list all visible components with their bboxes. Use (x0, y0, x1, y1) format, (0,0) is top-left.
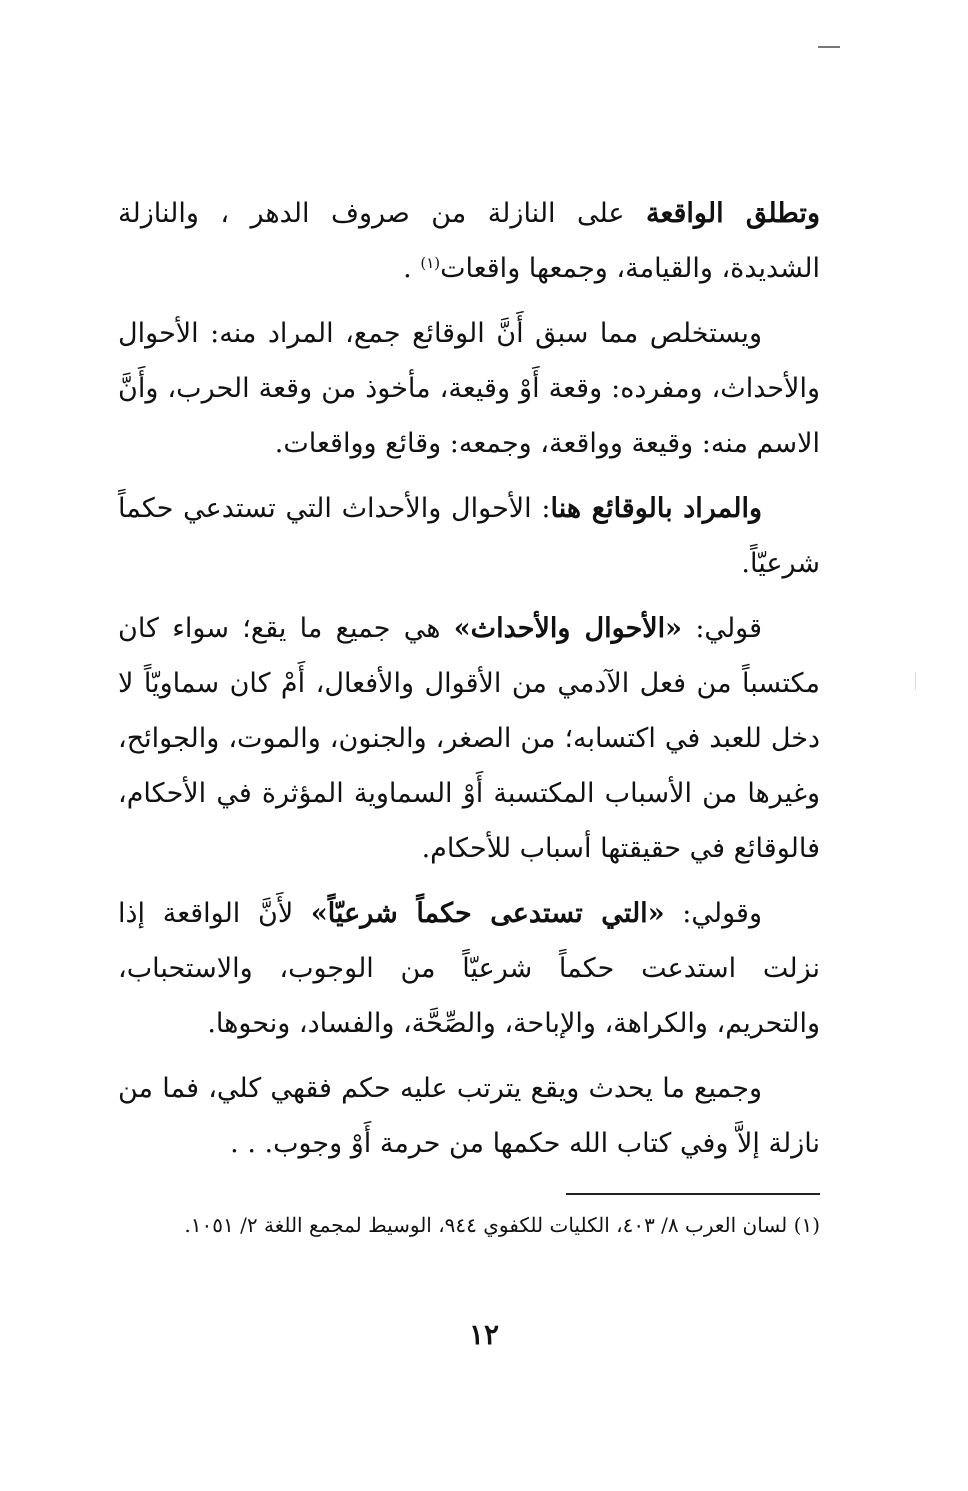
footnote: (١) لسان العرب ٨/ ٤٠٣، الكليات للكفوي ٩٤٤، الوسيط لمجمع اللغة ٢/ ١٠٥١. (184, 1213, 820, 1237)
bold-lead: وتطلق الواقعة (645, 198, 820, 229)
margin-mark (915, 672, 916, 690)
page-body (118, 186, 820, 1181)
footnote-ref[interactable]: (١) (420, 254, 441, 272)
paragraph-text: هي جميع ما يقع؛ سواء كان مكتسباً من فعل الآدمي من الأقوال والأفعال، أَمْ كان سماويّاً لا دخل للعبد في اكتسابه؛ من الصغر، والجنون، والموت، والجوائح، وغيرها من الأسباب المكتسبة أَوْ السماوية المؤثرة في الأحكام، فالوقائع في حقيقتها أسباب للأحكام. (118, 613, 820, 864)
paragraph-lead: وقولي: (664, 898, 762, 929)
page-number: ١٢ (468, 1318, 500, 1351)
paragraph-4 (118, 601, 820, 876)
paragraph-6 (118, 1061, 820, 1171)
paragraph-1 (118, 186, 820, 296)
paragraph-text: ويستخلص مما سبق أَنَّ الوقائع جمع، المراد منه: الأحوال والأحداث، ومفرده: وقعة أَوْ وقيعة، مأخوذ من وقعة الحرب، وأَنَّ الاسم منه: وقيعة وواقعة، وجمعه: وقائع وواقعات. (118, 318, 820, 459)
top-corner-mark (818, 46, 840, 48)
paragraph-2 (118, 306, 820, 471)
paragraph-3 (118, 481, 820, 591)
paragraph-text: على النازلة من صروف الدهر ، والنازلة الشديدة، والقيامة، وجمعها واقعات (118, 198, 820, 284)
footnote-separator (566, 1193, 820, 1195)
paragraph-text: : الأحوال والأحداث التي تستدعي حكماً شرعيّاً. (118, 493, 820, 579)
paragraph-lead: قولي: (682, 613, 763, 644)
paragraph-tail: . (403, 253, 421, 284)
bold-quote: «الأحوال والأحداث» (453, 613, 683, 644)
paragraph-text: لأَنَّ الواقعة إذا نزلت استدعت حكماً شرعيّاً من الوجوب، والاستحباب، والتحريم، والكراهة، والإباحة، والصِّحَّة، والفساد، ونحوها. (118, 898, 820, 1039)
bold-quote: «التي تستدعى حكماً شرعيّاً» (310, 898, 665, 929)
bold-lead: والمراد بالوقائع هنا (550, 493, 762, 524)
paragraph-5 (118, 886, 820, 1051)
paragraph-text: وجميع ما يحدث ويقع يترتب عليه حكم فقهي كلي، فما من نازلة إلاَّ وفي كتاب الله حكمها من حرمة أَوْ وجوب. . . (118, 1073, 820, 1159)
